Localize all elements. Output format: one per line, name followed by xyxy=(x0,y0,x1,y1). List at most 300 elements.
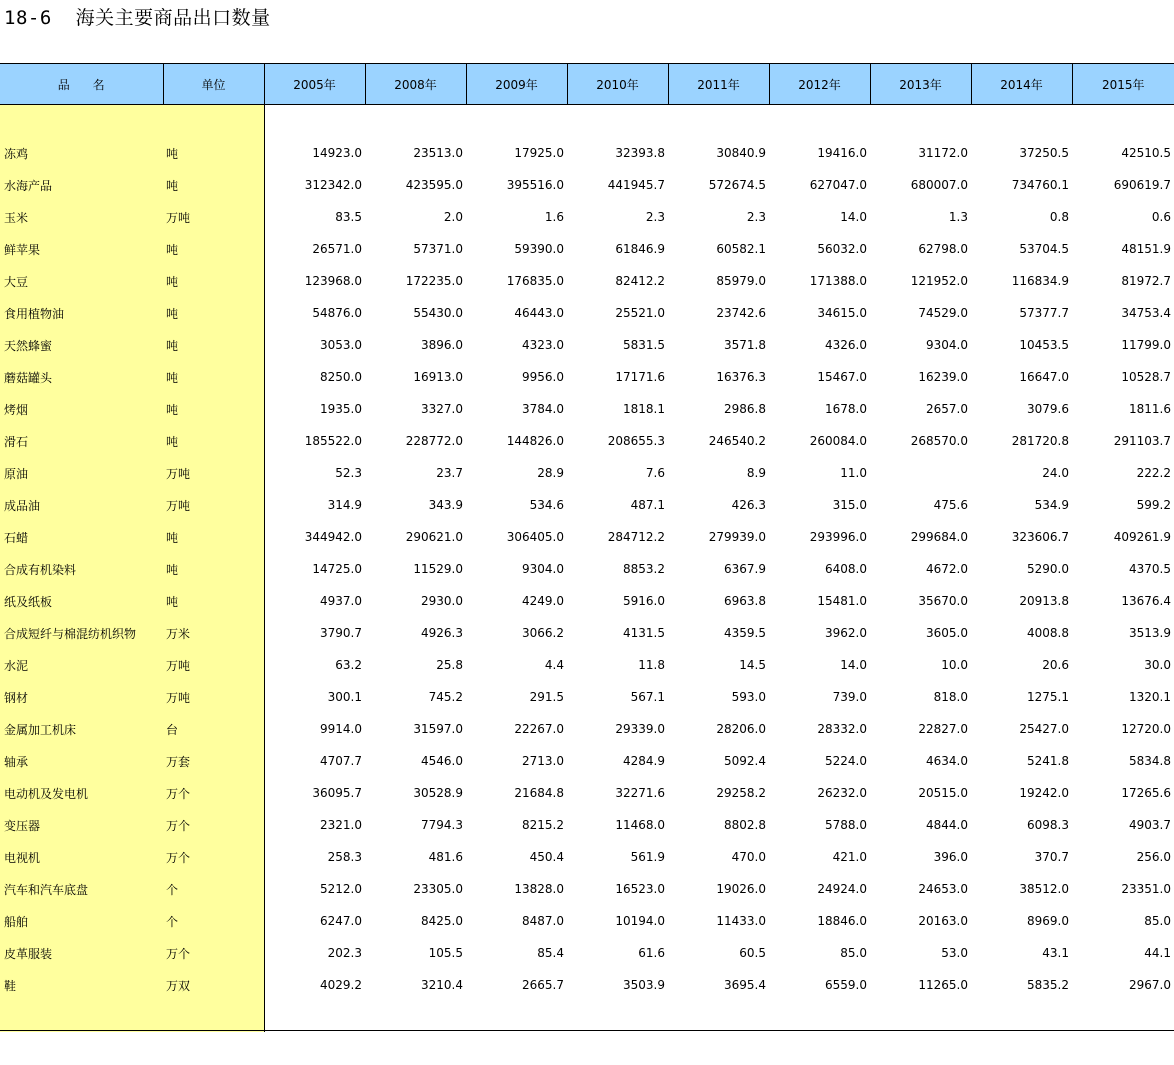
table-row xyxy=(0,201,1174,233)
value-cell: 10528.7 xyxy=(1121,370,1171,384)
value-cell: 4326.0 xyxy=(825,338,867,352)
value-cell: 35670.0 xyxy=(918,594,968,608)
value-cell: 3503.9 xyxy=(623,978,665,992)
value-cell: 572674.5 xyxy=(708,178,766,192)
value-cell: 7794.3 xyxy=(421,818,463,832)
row-name-cell: 钢材 xyxy=(0,681,163,713)
value-cell: 2657.0 xyxy=(926,402,968,416)
value-cell: 1320.1 xyxy=(1129,690,1171,704)
value-cell: 43.1 xyxy=(1042,946,1069,960)
value-cell: 1818.1 xyxy=(623,402,665,416)
value-cell: 9956.0 xyxy=(522,370,564,384)
value-cell: 8853.2 xyxy=(623,562,665,576)
value-cell: 52.3 xyxy=(335,466,362,480)
row-name-cell: 合成短纤与棉混纺机织物 xyxy=(0,617,163,649)
value-cell: 36095.7 xyxy=(312,786,362,800)
column-header-year: 2009年 xyxy=(466,64,567,105)
value-cell: 20163.0 xyxy=(918,914,968,928)
value-cell: 2930.0 xyxy=(421,594,463,608)
value-cell: 6247.0 xyxy=(320,914,362,928)
row-unit-cell: 万个 xyxy=(163,809,264,841)
value-cell: 144826.0 xyxy=(506,434,564,448)
value-cell: 534.9 xyxy=(1034,498,1069,512)
value-cell: 74529.0 xyxy=(918,306,968,320)
value-cell: 593.0 xyxy=(731,690,766,704)
value-cell: 24924.0 xyxy=(817,882,867,896)
row-name-cell: 电视机 xyxy=(0,841,163,873)
value-cell: 3053.0 xyxy=(320,338,362,352)
value-cell: 228772.0 xyxy=(405,434,463,448)
value-cell: 7.6 xyxy=(645,466,665,480)
table-row xyxy=(0,393,1174,425)
value-cell: 11799.0 xyxy=(1121,338,1171,352)
value-cell: 25521.0 xyxy=(615,306,665,320)
value-cell: 54876.0 xyxy=(312,306,362,320)
value-cell: 16913.0 xyxy=(413,370,463,384)
row-unit-cell: 万双 xyxy=(163,969,264,1001)
column-header-year: 2014年 xyxy=(971,64,1072,105)
value-cell: 20515.0 xyxy=(918,786,968,800)
value-cell: 1678.0 xyxy=(825,402,867,416)
value-cell: 2986.8 xyxy=(724,402,766,416)
value-cell: 6963.8 xyxy=(724,594,766,608)
table-row xyxy=(0,553,1174,585)
value-cell: 17265.6 xyxy=(1121,786,1171,800)
value-cell: 62798.0 xyxy=(918,242,968,256)
value-cell: 15481.0 xyxy=(817,594,867,608)
column-header-year: 2011年 xyxy=(668,64,769,105)
value-cell: 0.6 xyxy=(1151,210,1171,224)
value-cell: 11265.0 xyxy=(918,978,968,992)
table-row xyxy=(0,521,1174,553)
table-row xyxy=(0,681,1174,713)
value-cell: 4546.0 xyxy=(421,754,463,768)
value-cell: 4008.8 xyxy=(1027,626,1069,640)
value-cell: 85979.0 xyxy=(716,274,766,288)
value-cell: 2.0 xyxy=(443,210,463,224)
value-cell: 370.7 xyxy=(1034,850,1069,864)
value-cell: 16239.0 xyxy=(918,370,968,384)
value-cell: 441945.7 xyxy=(607,178,665,192)
value-cell: 26571.0 xyxy=(312,242,362,256)
value-cell: 4707.7 xyxy=(320,754,362,768)
row-name-cell: 水泥 xyxy=(0,649,163,681)
row-unit-cell: 万个 xyxy=(163,937,264,969)
value-cell: 48151.9 xyxy=(1121,242,1171,256)
value-cell: 56032.0 xyxy=(817,242,867,256)
export-quantity-table xyxy=(0,63,1174,1032)
value-cell: 3513.9 xyxy=(1129,626,1171,640)
value-cell: 31172.0 xyxy=(918,146,968,160)
value-cell: 11468.0 xyxy=(615,818,665,832)
value-cell: 5092.4 xyxy=(724,754,766,768)
value-cell: 291103.7 xyxy=(1113,434,1171,448)
value-cell: 10453.5 xyxy=(1019,338,1069,352)
value-cell: 31597.0 xyxy=(413,722,463,736)
value-cell: 29258.2 xyxy=(716,786,766,800)
value-cell: 6408.0 xyxy=(825,562,867,576)
row-unit-cell: 个 xyxy=(163,873,264,905)
spacer-cell xyxy=(264,105,1174,138)
spacer-cell xyxy=(0,105,163,138)
value-cell: 1275.1 xyxy=(1027,690,1069,704)
row-name-cell: 皮革服装 xyxy=(0,937,163,969)
value-cell: 22267.0 xyxy=(514,722,564,736)
row-name-cell: 轴承 xyxy=(0,745,163,777)
row-unit-cell: 吨 xyxy=(163,265,264,297)
value-cell: 4249.0 xyxy=(522,594,564,608)
table-row xyxy=(0,905,1174,937)
table-row xyxy=(0,329,1174,361)
column-header-name: 品 名 xyxy=(0,64,163,105)
value-cell: 4359.5 xyxy=(724,626,766,640)
value-cell: 279939.0 xyxy=(708,530,766,544)
table-body xyxy=(0,105,1174,1033)
table-row xyxy=(0,137,1174,169)
row-name-cell: 纸及纸板 xyxy=(0,585,163,617)
value-cell: 8.9 xyxy=(746,466,766,480)
value-cell: 423595.0 xyxy=(405,178,463,192)
spacer-cell xyxy=(0,1001,163,1032)
value-cell: 6559.0 xyxy=(825,978,867,992)
value-cell: 25427.0 xyxy=(1019,722,1069,736)
value-cell: 2.3 xyxy=(746,210,766,224)
value-cell: 5212.0 xyxy=(320,882,362,896)
value-cell: 6367.9 xyxy=(724,562,766,576)
value-cell: 23513.0 xyxy=(413,146,463,160)
value-cell: 268570.0 xyxy=(910,434,968,448)
value-cell: 4323.0 xyxy=(522,338,564,352)
value-cell: 4844.0 xyxy=(926,818,968,832)
value-cell: 61846.9 xyxy=(615,242,665,256)
row-name-cell: 电动机及发电机 xyxy=(0,777,163,809)
row-name-cell: 蘑菇罐头 xyxy=(0,361,163,393)
value-cell: 85.0 xyxy=(1144,914,1171,928)
value-cell: 83.5 xyxy=(335,210,362,224)
value-cell: 5835.2 xyxy=(1027,978,1069,992)
value-cell: 3210.4 xyxy=(421,978,463,992)
value-cell: 258.3 xyxy=(327,850,362,864)
value-cell: 315.0 xyxy=(832,498,867,512)
spacer-cell xyxy=(163,1001,264,1032)
value-cell: 627047.0 xyxy=(809,178,867,192)
value-cell xyxy=(870,457,971,489)
value-cell: 81972.7 xyxy=(1121,274,1171,288)
value-cell: 105.5 xyxy=(428,946,463,960)
row-unit-cell: 吨 xyxy=(163,329,264,361)
value-cell: 23351.0 xyxy=(1121,882,1171,896)
value-cell: 34615.0 xyxy=(817,306,867,320)
value-cell: 284712.2 xyxy=(607,530,665,544)
value-cell: 14.5 xyxy=(739,658,766,672)
table-row xyxy=(0,969,1174,1001)
row-unit-cell: 吨 xyxy=(163,361,264,393)
row-name-cell: 玉米 xyxy=(0,201,163,233)
value-cell: 24.0 xyxy=(1042,466,1069,480)
value-cell: 8969.0 xyxy=(1027,914,1069,928)
row-name-cell: 船舶 xyxy=(0,905,163,937)
value-cell: 1.6 xyxy=(544,210,564,224)
value-cell: 306405.0 xyxy=(506,530,564,544)
row-unit-cell: 吨 xyxy=(163,137,264,169)
value-cell: 11.0 xyxy=(840,466,867,480)
value-cell: 290621.0 xyxy=(405,530,463,544)
value-cell: 121952.0 xyxy=(910,274,968,288)
value-cell: 395516.0 xyxy=(506,178,564,192)
spacer-row xyxy=(0,105,1174,138)
value-cell: 4.4 xyxy=(544,658,564,672)
row-unit-cell: 吨 xyxy=(163,169,264,201)
row-name-cell: 滑石 xyxy=(0,425,163,457)
value-cell: 34753.4 xyxy=(1121,306,1171,320)
value-cell: 21684.8 xyxy=(514,786,564,800)
value-cell: 3790.7 xyxy=(320,626,362,640)
value-cell: 11433.0 xyxy=(716,914,766,928)
value-cell: 25.8 xyxy=(436,658,463,672)
table-row xyxy=(0,425,1174,457)
value-cell: 15467.0 xyxy=(817,370,867,384)
header-row xyxy=(0,64,1174,105)
value-cell: 11.8 xyxy=(638,658,665,672)
row-unit-cell: 万吨 xyxy=(163,201,264,233)
value-cell: 172235.0 xyxy=(405,274,463,288)
table-row xyxy=(0,489,1174,521)
value-cell: 0.8 xyxy=(1049,210,1069,224)
value-cell: 4926.3 xyxy=(421,626,463,640)
value-cell: 450.4 xyxy=(529,850,564,864)
table-row xyxy=(0,649,1174,681)
value-cell: 3079.6 xyxy=(1027,402,1069,416)
value-cell: 4903.7 xyxy=(1129,818,1171,832)
value-cell: 8250.0 xyxy=(320,370,362,384)
row-name-cell: 大豆 xyxy=(0,265,163,297)
row-name-cell: 合成有机染料 xyxy=(0,553,163,585)
value-cell: 426.3 xyxy=(731,498,766,512)
value-cell: 3605.0 xyxy=(926,626,968,640)
value-cell: 4634.0 xyxy=(926,754,968,768)
value-cell: 11529.0 xyxy=(413,562,463,576)
value-cell: 2321.0 xyxy=(320,818,362,832)
row-name-cell: 天然蜂蜜 xyxy=(0,329,163,361)
value-cell: 343.9 xyxy=(428,498,463,512)
value-cell: 26232.0 xyxy=(817,786,867,800)
value-cell: 4937.0 xyxy=(320,594,362,608)
column-header-year: 2005年 xyxy=(264,64,365,105)
value-cell: 3066.2 xyxy=(522,626,564,640)
value-cell: 55430.0 xyxy=(413,306,463,320)
value-cell: 4029.2 xyxy=(320,978,362,992)
value-cell: 6098.3 xyxy=(1027,818,1069,832)
value-cell: 409261.9 xyxy=(1113,530,1171,544)
table-row xyxy=(0,809,1174,841)
value-cell: 4131.5 xyxy=(623,626,665,640)
value-cell: 3962.0 xyxy=(825,626,867,640)
value-cell: 14923.0 xyxy=(312,146,362,160)
value-cell: 4370.5 xyxy=(1129,562,1171,576)
row-unit-cell: 万吨 xyxy=(163,489,264,521)
table-row xyxy=(0,745,1174,777)
value-cell: 9304.0 xyxy=(926,338,968,352)
value-cell: 396.0 xyxy=(933,850,968,864)
value-cell: 10.0 xyxy=(941,658,968,672)
export-table-container xyxy=(0,63,1174,1032)
value-cell: 5916.0 xyxy=(623,594,665,608)
value-cell: 37250.5 xyxy=(1019,146,1069,160)
value-cell: 29339.0 xyxy=(615,722,665,736)
value-cell: 18846.0 xyxy=(817,914,867,928)
value-cell: 487.1 xyxy=(630,498,665,512)
row-unit-cell: 吨 xyxy=(163,393,264,425)
value-cell: 57377.7 xyxy=(1019,306,1069,320)
page-title: 18-6 海关主要商品出口数量 xyxy=(4,7,271,29)
value-cell: 53.0 xyxy=(941,946,968,960)
value-cell: 9304.0 xyxy=(522,562,564,576)
value-cell: 30528.9 xyxy=(413,786,463,800)
row-unit-cell: 万吨 xyxy=(163,681,264,713)
value-cell: 28.9 xyxy=(537,466,564,480)
table-row xyxy=(0,169,1174,201)
value-cell: 16523.0 xyxy=(615,882,665,896)
value-cell: 32393.8 xyxy=(615,146,665,160)
value-cell: 4672.0 xyxy=(926,562,968,576)
value-cell: 323606.7 xyxy=(1011,530,1069,544)
value-cell: 2713.0 xyxy=(522,754,564,768)
value-cell: 16647.0 xyxy=(1019,370,1069,384)
row-name-cell: 变压器 xyxy=(0,809,163,841)
table-row xyxy=(0,265,1174,297)
value-cell: 1.3 xyxy=(948,210,968,224)
table-row xyxy=(0,457,1174,489)
value-cell: 5831.5 xyxy=(623,338,665,352)
value-cell: 24653.0 xyxy=(918,882,968,896)
value-cell: 818.0 xyxy=(933,690,968,704)
value-cell: 2.3 xyxy=(645,210,665,224)
table-row xyxy=(0,617,1174,649)
value-cell: 1811.6 xyxy=(1129,402,1171,416)
row-unit-cell: 万个 xyxy=(163,777,264,809)
value-cell: 60582.1 xyxy=(716,242,766,256)
row-unit-cell: 万个 xyxy=(163,841,264,873)
value-cell: 3695.4 xyxy=(724,978,766,992)
value-cell: 57371.0 xyxy=(413,242,463,256)
value-cell: 20913.8 xyxy=(1019,594,1069,608)
value-cell: 13676.4 xyxy=(1121,594,1171,608)
value-cell: 8425.0 xyxy=(421,914,463,928)
value-cell: 9914.0 xyxy=(320,722,362,736)
value-cell: 13828.0 xyxy=(514,882,564,896)
value-cell: 176835.0 xyxy=(506,274,564,288)
row-name-cell: 冻鸡 xyxy=(0,137,163,169)
value-cell: 53704.5 xyxy=(1019,242,1069,256)
table-row xyxy=(0,585,1174,617)
value-cell: 22827.0 xyxy=(918,722,968,736)
value-cell: 123968.0 xyxy=(304,274,362,288)
value-cell: 344942.0 xyxy=(304,530,362,544)
table-row xyxy=(0,841,1174,873)
value-cell: 28332.0 xyxy=(817,722,867,736)
value-cell: 14725.0 xyxy=(312,562,362,576)
column-header-year: 2012年 xyxy=(769,64,870,105)
value-cell: 10194.0 xyxy=(615,914,665,928)
row-name-cell: 水海产品 xyxy=(0,169,163,201)
row-name-cell: 石蜡 xyxy=(0,521,163,553)
value-cell: 8215.2 xyxy=(522,818,564,832)
value-cell: 561.9 xyxy=(630,850,665,864)
table-row xyxy=(0,361,1174,393)
value-cell: 28206.0 xyxy=(716,722,766,736)
value-cell: 470.0 xyxy=(731,850,766,864)
row-name-cell: 原油 xyxy=(0,457,163,489)
row-name-cell: 金属加工机床 xyxy=(0,713,163,745)
value-cell: 63.2 xyxy=(335,658,362,672)
value-cell: 14.0 xyxy=(840,210,867,224)
row-unit-cell: 吨 xyxy=(163,233,264,265)
value-cell: 60.5 xyxy=(739,946,766,960)
table-row xyxy=(0,713,1174,745)
value-cell: 46443.0 xyxy=(514,306,564,320)
value-cell: 5290.0 xyxy=(1027,562,1069,576)
value-cell: 680007.0 xyxy=(910,178,968,192)
value-cell: 8802.8 xyxy=(724,818,766,832)
value-cell: 3896.0 xyxy=(421,338,463,352)
value-cell: 5834.8 xyxy=(1129,754,1171,768)
column-header-year: 2013年 xyxy=(870,64,971,105)
value-cell: 5788.0 xyxy=(825,818,867,832)
row-unit-cell: 吨 xyxy=(163,297,264,329)
value-cell: 85.4 xyxy=(537,946,564,960)
value-cell: 20.6 xyxy=(1042,658,1069,672)
value-cell: 42510.5 xyxy=(1121,146,1171,160)
row-unit-cell: 万套 xyxy=(163,745,264,777)
value-cell: 246540.2 xyxy=(708,434,766,448)
value-cell: 185522.0 xyxy=(304,434,362,448)
row-unit-cell: 万吨 xyxy=(163,649,264,681)
row-name-cell: 成品油 xyxy=(0,489,163,521)
column-header-year: 2010年 xyxy=(567,64,668,105)
value-cell: 739.0 xyxy=(832,690,867,704)
value-cell: 1935.0 xyxy=(320,402,362,416)
value-cell: 293996.0 xyxy=(809,530,867,544)
value-cell: 256.0 xyxy=(1136,850,1171,864)
table-row xyxy=(0,233,1174,265)
value-cell: 19242.0 xyxy=(1019,786,1069,800)
column-header-year: 2008年 xyxy=(365,64,466,105)
value-cell: 599.2 xyxy=(1136,498,1171,512)
value-cell: 82412.2 xyxy=(615,274,665,288)
value-cell: 314.9 xyxy=(327,498,362,512)
value-cell: 19416.0 xyxy=(817,146,867,160)
value-cell: 44.1 xyxy=(1144,946,1171,960)
value-cell: 475.6 xyxy=(933,498,968,512)
value-cell: 12720.0 xyxy=(1121,722,1171,736)
value-cell: 30.0 xyxy=(1144,658,1171,672)
table-row xyxy=(0,297,1174,329)
value-cell: 19026.0 xyxy=(716,882,766,896)
value-cell: 4284.9 xyxy=(623,754,665,768)
value-cell: 14.0 xyxy=(840,658,867,672)
row-unit-cell: 吨 xyxy=(163,521,264,553)
value-cell: 16376.3 xyxy=(716,370,766,384)
value-cell: 38512.0 xyxy=(1019,882,1069,896)
value-cell: 202.3 xyxy=(327,946,362,960)
value-cell: 3784.0 xyxy=(522,402,564,416)
value-cell: 312342.0 xyxy=(304,178,362,192)
row-unit-cell: 吨 xyxy=(163,585,264,617)
value-cell: 567.1 xyxy=(630,690,665,704)
value-cell: 17925.0 xyxy=(514,146,564,160)
spacer-cell xyxy=(163,105,264,138)
row-name-cell: 食用植物油 xyxy=(0,297,163,329)
